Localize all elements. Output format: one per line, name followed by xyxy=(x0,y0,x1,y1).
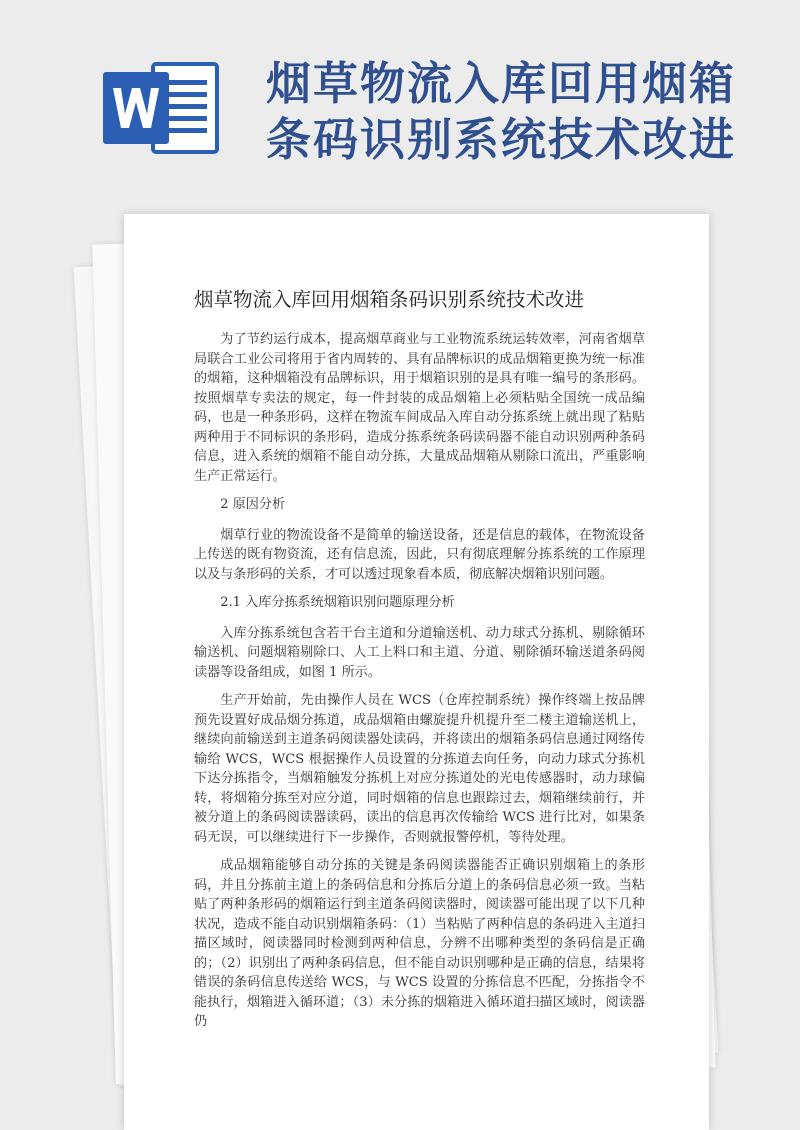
banner-title xyxy=(266,56,786,168)
banner xyxy=(0,0,800,200)
section-heading-2: 2 原因分析 xyxy=(220,497,286,512)
paragraph-intro: 为了节约运行成本，提高烟草商业与工业物流系统运转效率，河南省烟草局联合工业公司将用于省内周转的、具有品牌标识的成品烟箱更换为统一标准的烟箱，这种烟箱没有品牌标识，用于烟箱识别的是具有唯一编号的条形码。按照烟草专卖法的规定，每一件封装的成品烟箱上必须粘贴全国统一成品编码，也是一种条形码，这样在物流车间成品入库自动分拣系统上就出现了粘贴两种用于不同标识的条形码，造成分拣系统条码读码器不能自动识别两种条码信息，进入系统的烟箱不能自动分拣，大量成品烟箱从剔除口流出，严重影响生产正常运行。 xyxy=(194,332,645,484)
paragraph-production-flow: 生产开始前，先由操作人员在 WCS（仓库控制系统）操作终端上按品牌预先设置好成品烟分拣道，成品烟箱由螺旋提升机提升至二楼主道输送机上，继续向前输送到主道条码阅读器处读码，并将读出的烟箱条码信息通过网络传输给 WCS，WCS 根据操作人员设置的分拣道去向任务，向动力球式分拣机下达分拣指令，当烟箱触发分拣机上对应分拣道处的光电传感器时，动力球偏转，将烟箱分拣至对应分道，同时烟箱的信息也跟踪过去，烟箱继续前行，并被分道上的条码阅读器读码，读出的信息再次传输给 WCS 进行比对，如果条码无误，可以继续进行下一步操作，否则就报警停机，等待处理。 xyxy=(194,693,645,845)
paragraph-key-factors: 成品烟箱能够自动分拣的关键是条码阅读器能否正确识别烟箱上的条形码，并且分拣前主道上的条码信息和分拣后分道上的条码信息必须一致。当粘贴了两种条形码的烟箱运行到主道条码阅读器时，阅读器可能出现了以下几种状况，造成不能自动识别烟箱条码：（1）当粘贴了两种信息的条码进入主道扫描区域时，阅读器同时检测到两种信息，分辨不出哪种类型的条码信是正确的；（2）识别出了两种条码信息，但不能自动识别哪种是正确的信息，结果将错误的条码信息传送给 WCS，与 WCS 设置的分拣信息不匹配，分拣指令不能执行，烟箱进入循环道；（3）未分拣的烟箱进入循环道扫描区域时，阅读器仍 xyxy=(194,858,645,1029)
document-body xyxy=(194,330,645,1032)
document-page xyxy=(124,214,709,1130)
paragraph-analysis: 烟草行业的物流设备不是简单的输送设备，还是信息的载体，在物流设备上传送的既有物资流，还有信息流，因此，只有彻底理解分拣系统的工作原理以及与条形码的关系，才可以透过现象看本质，彻底解决烟箱识别问题。 xyxy=(194,527,645,582)
word-icon xyxy=(103,60,221,156)
paragraph-system-composition: 入库分拣系统包含若干台主道和分道输送机、动力球式分拣机、剔除循环输送机、问题烟箱剔除口、人工上料口和主道、分道、剔除循环输送道条码阅读器等设备组成，如图 1 所示。 xyxy=(194,625,645,680)
banner-title-line-1: 烟草物流入库回用烟箱 xyxy=(266,57,737,110)
section-heading-2-1: 2.1 入库分拣系统烟箱识别问题原理分析 xyxy=(220,595,455,610)
document-title: 烟草物流入库回用烟箱条码识别系统技术改进 xyxy=(194,288,585,311)
banner-title-line-2: 条码识别系统技术改进 xyxy=(266,113,737,166)
